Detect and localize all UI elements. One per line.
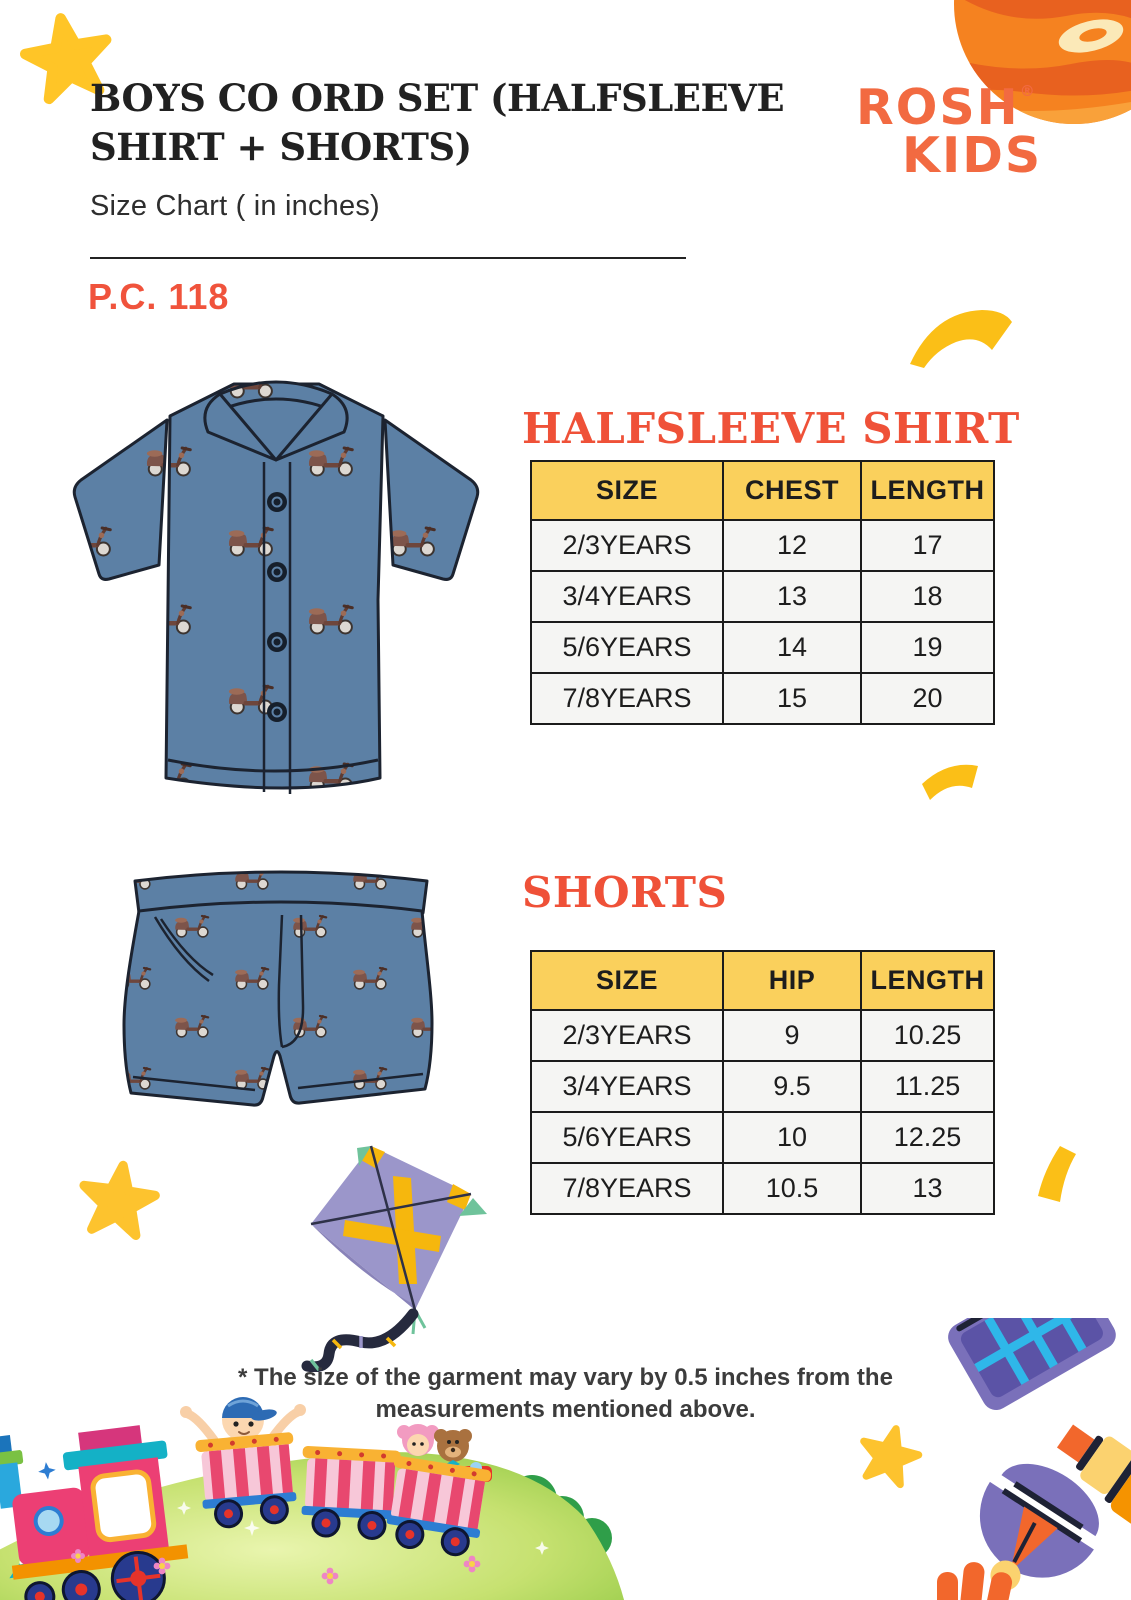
brand-line2: KIDS bbox=[902, 127, 1043, 185]
brand-line1: ROSH bbox=[856, 79, 1020, 136]
shirt-size-table bbox=[530, 460, 995, 725]
footnote-line-2: measurements mentioned above. bbox=[375, 1395, 756, 1423]
brand-logo bbox=[856, 79, 1043, 185]
table-cell: 14 bbox=[723, 622, 861, 673]
table-cell: 7/8YEARS bbox=[531, 673, 723, 724]
title-line-1: BOYS CO ORD SET (HALFSLEEVE bbox=[90, 76, 785, 120]
table-cell: 9 bbox=[723, 1010, 861, 1061]
table-cell: 3/4YEARS bbox=[531, 571, 723, 622]
table-cell: 17 bbox=[861, 520, 994, 571]
table-cell: 7/8YEARS bbox=[531, 1163, 723, 1214]
table-row bbox=[531, 1061, 994, 1112]
footnote-line-1: * The size of the garment may vary by 0.5 inches from the bbox=[238, 1364, 893, 1391]
page-subtitle: Size Chart ( in inches) bbox=[90, 190, 380, 222]
col-header-chest: CHEST bbox=[723, 461, 861, 520]
table-cell: 11.25 bbox=[861, 1061, 994, 1112]
col-header-size: SIZE bbox=[531, 951, 723, 1010]
table-cell: 2/3YEARS bbox=[531, 1010, 723, 1061]
kite-illustration bbox=[295, 1132, 513, 1372]
shorts-section-heading: SHORTS bbox=[522, 868, 728, 917]
table-cell: 13 bbox=[723, 571, 861, 622]
title-line-2: SHIRT + SHORTS) bbox=[90, 124, 472, 169]
table-header-row bbox=[531, 461, 994, 520]
table-row bbox=[531, 1112, 994, 1163]
halfsleeve-shirt-illustration bbox=[52, 350, 500, 805]
table-cell: 10 bbox=[723, 1112, 861, 1163]
table-cell: 15 bbox=[723, 673, 861, 724]
table-cell: 18 bbox=[861, 571, 994, 622]
table-cell: 10.5 bbox=[723, 1163, 861, 1214]
table-cell: 2/3YEARS bbox=[531, 520, 723, 571]
table-cell: 3/4YEARS bbox=[531, 1061, 723, 1112]
table-cell: 13 bbox=[861, 1163, 994, 1214]
star-icon bbox=[71, 1155, 166, 1250]
registered-mark: ® bbox=[1019, 82, 1037, 100]
shorts-size-table bbox=[530, 950, 995, 1215]
table-row bbox=[531, 1010, 994, 1061]
table-row bbox=[531, 673, 994, 724]
table-row bbox=[531, 1163, 994, 1214]
col-header-length: LENGTH bbox=[861, 951, 994, 1010]
confetti-icon bbox=[1030, 1144, 1082, 1206]
col-header-size: SIZE bbox=[531, 461, 723, 520]
table-cell: 5/6YEARS bbox=[531, 1112, 723, 1163]
table-cell: 12 bbox=[723, 520, 861, 571]
divider-line bbox=[90, 257, 686, 259]
table-cell: 20 bbox=[861, 673, 994, 724]
shirt-section-heading: HALFSLEEVE SHIRT bbox=[522, 404, 1020, 453]
table-cell: 12.25 bbox=[861, 1112, 994, 1163]
table-row bbox=[531, 571, 994, 622]
table-header-row bbox=[531, 951, 994, 1010]
confetti-icon bbox=[920, 758, 982, 802]
table-cell: 10.25 bbox=[861, 1010, 994, 1061]
shorts-illustration bbox=[105, 855, 457, 1137]
satellite-rocket-illustration bbox=[915, 1318, 1131, 1600]
table-cell: 5/6YEARS bbox=[531, 622, 723, 673]
confetti-arc-icon bbox=[908, 308, 1014, 370]
table-row bbox=[531, 622, 994, 673]
page-title bbox=[90, 74, 784, 172]
col-header-hip: HIP bbox=[723, 951, 861, 1010]
col-header-length: LENGTH bbox=[861, 461, 994, 520]
product-code: P.C. 118 bbox=[88, 276, 230, 317]
table-cell: 9.5 bbox=[723, 1061, 861, 1112]
table-row bbox=[531, 520, 994, 571]
table-cell: 19 bbox=[861, 622, 994, 673]
